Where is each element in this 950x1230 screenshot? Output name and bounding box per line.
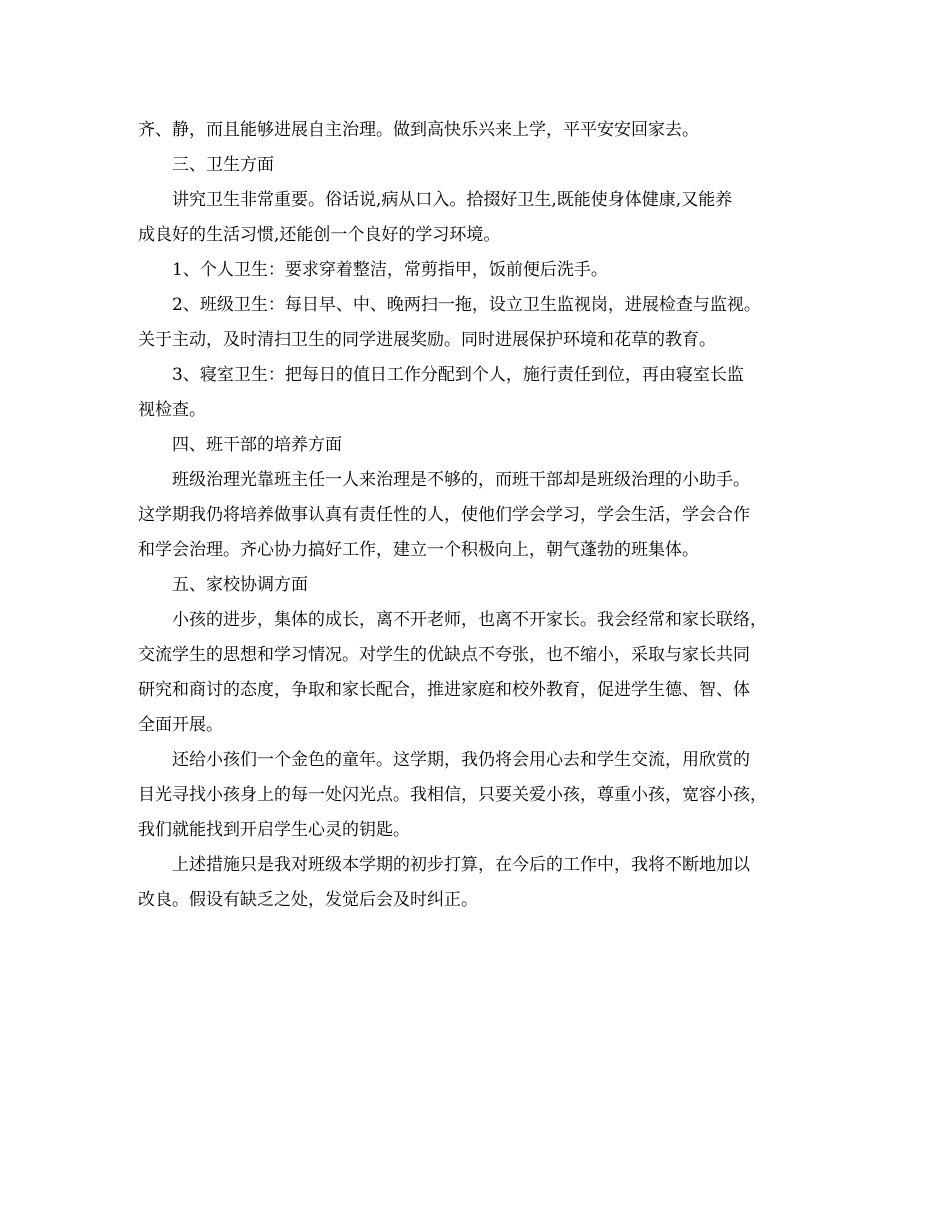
paragraph-line: 成良好的生活习惯,还能创一个良好的学习环境。: [138, 225, 501, 245]
paragraph-line: 齐、静，而且能够进展自主治理。做到高快乐兴来上学，平平安安回家去。: [138, 120, 699, 140]
paragraph-line: 这学期我仍将培养做事认真有责任性的人，使他们学会学习，学会生活，学会合作: [138, 505, 750, 525]
paragraph-line: 关于主动，及时清扫卫生的同学进展奖励。同时进展保护环境和花草的教育。: [138, 330, 716, 350]
paragraph-line: 目光寻找小孩身上的每一处闪光点。我相信，只要关爱小孩，尊重小孩，宽容小孩，: [138, 785, 767, 805]
section-heading: 四、班干部的培养方面: [172, 435, 342, 455]
paragraph-line: 1、个人卫生：要求穿着整洁，常剪指甲，饭前便后洗手。: [172, 260, 608, 280]
paragraph-line: 上述措施只是我对班级本学期的初步打算，在今后的工作中，我将不断地加以: [172, 855, 750, 875]
paragraph-line: 全面开展。: [138, 715, 223, 735]
paragraph-line: 和学会治理。齐心协力搞好工作，建立一个积极向上，朝气蓬勃的班集体。: [138, 540, 699, 560]
paragraph-line: 3、寝室卫生：把每日的值日工作分配到个人，施行责任到位，再由寝室长监: [172, 365, 744, 385]
paragraph-line: 改良。假设有缺乏之处，发觉后会及时纠正。: [138, 890, 478, 910]
paragraph-line: 还给小孩们一个金色的童年。这学期，我仍将会用心去和学生交流，用欣赏的: [172, 750, 750, 770]
section-heading: 三、卫生方面: [172, 155, 274, 175]
paragraph-line: 交流学生的思想和学习情况。对学生的优缺点不夸张，也不缩小，采取与家长共同: [138, 645, 750, 665]
paragraph-line: 讲究卫生非常重要。俗话说,病从口入。拾掇好卫生,既能使身体健康,又能养: [172, 190, 733, 210]
paragraph-line: 班级治理光靠班主任一人来治理是不够的，而班干部却是班级治理的小助手。: [172, 470, 750, 490]
paragraph-line: 研究和商讨的态度，争取和家长配合，推进家庭和校外教育，促进学生德、智、体: [138, 680, 750, 700]
paragraph-line: 视检查。: [138, 400, 206, 420]
section-heading: 五、家校协调方面: [172, 575, 308, 595]
paragraph-line: 2、班级卫生：每日早、中、晚两扫一拖，设立卫生监视岗，进展检查与监视。: [172, 295, 761, 315]
paragraph-line: 我们就能找到开启学生心灵的钥匙。: [138, 820, 410, 840]
paragraph-line: 小孩的进步，集体的成长，离不开老师，也离不开家长。我会经常和家长联络，: [172, 610, 767, 630]
